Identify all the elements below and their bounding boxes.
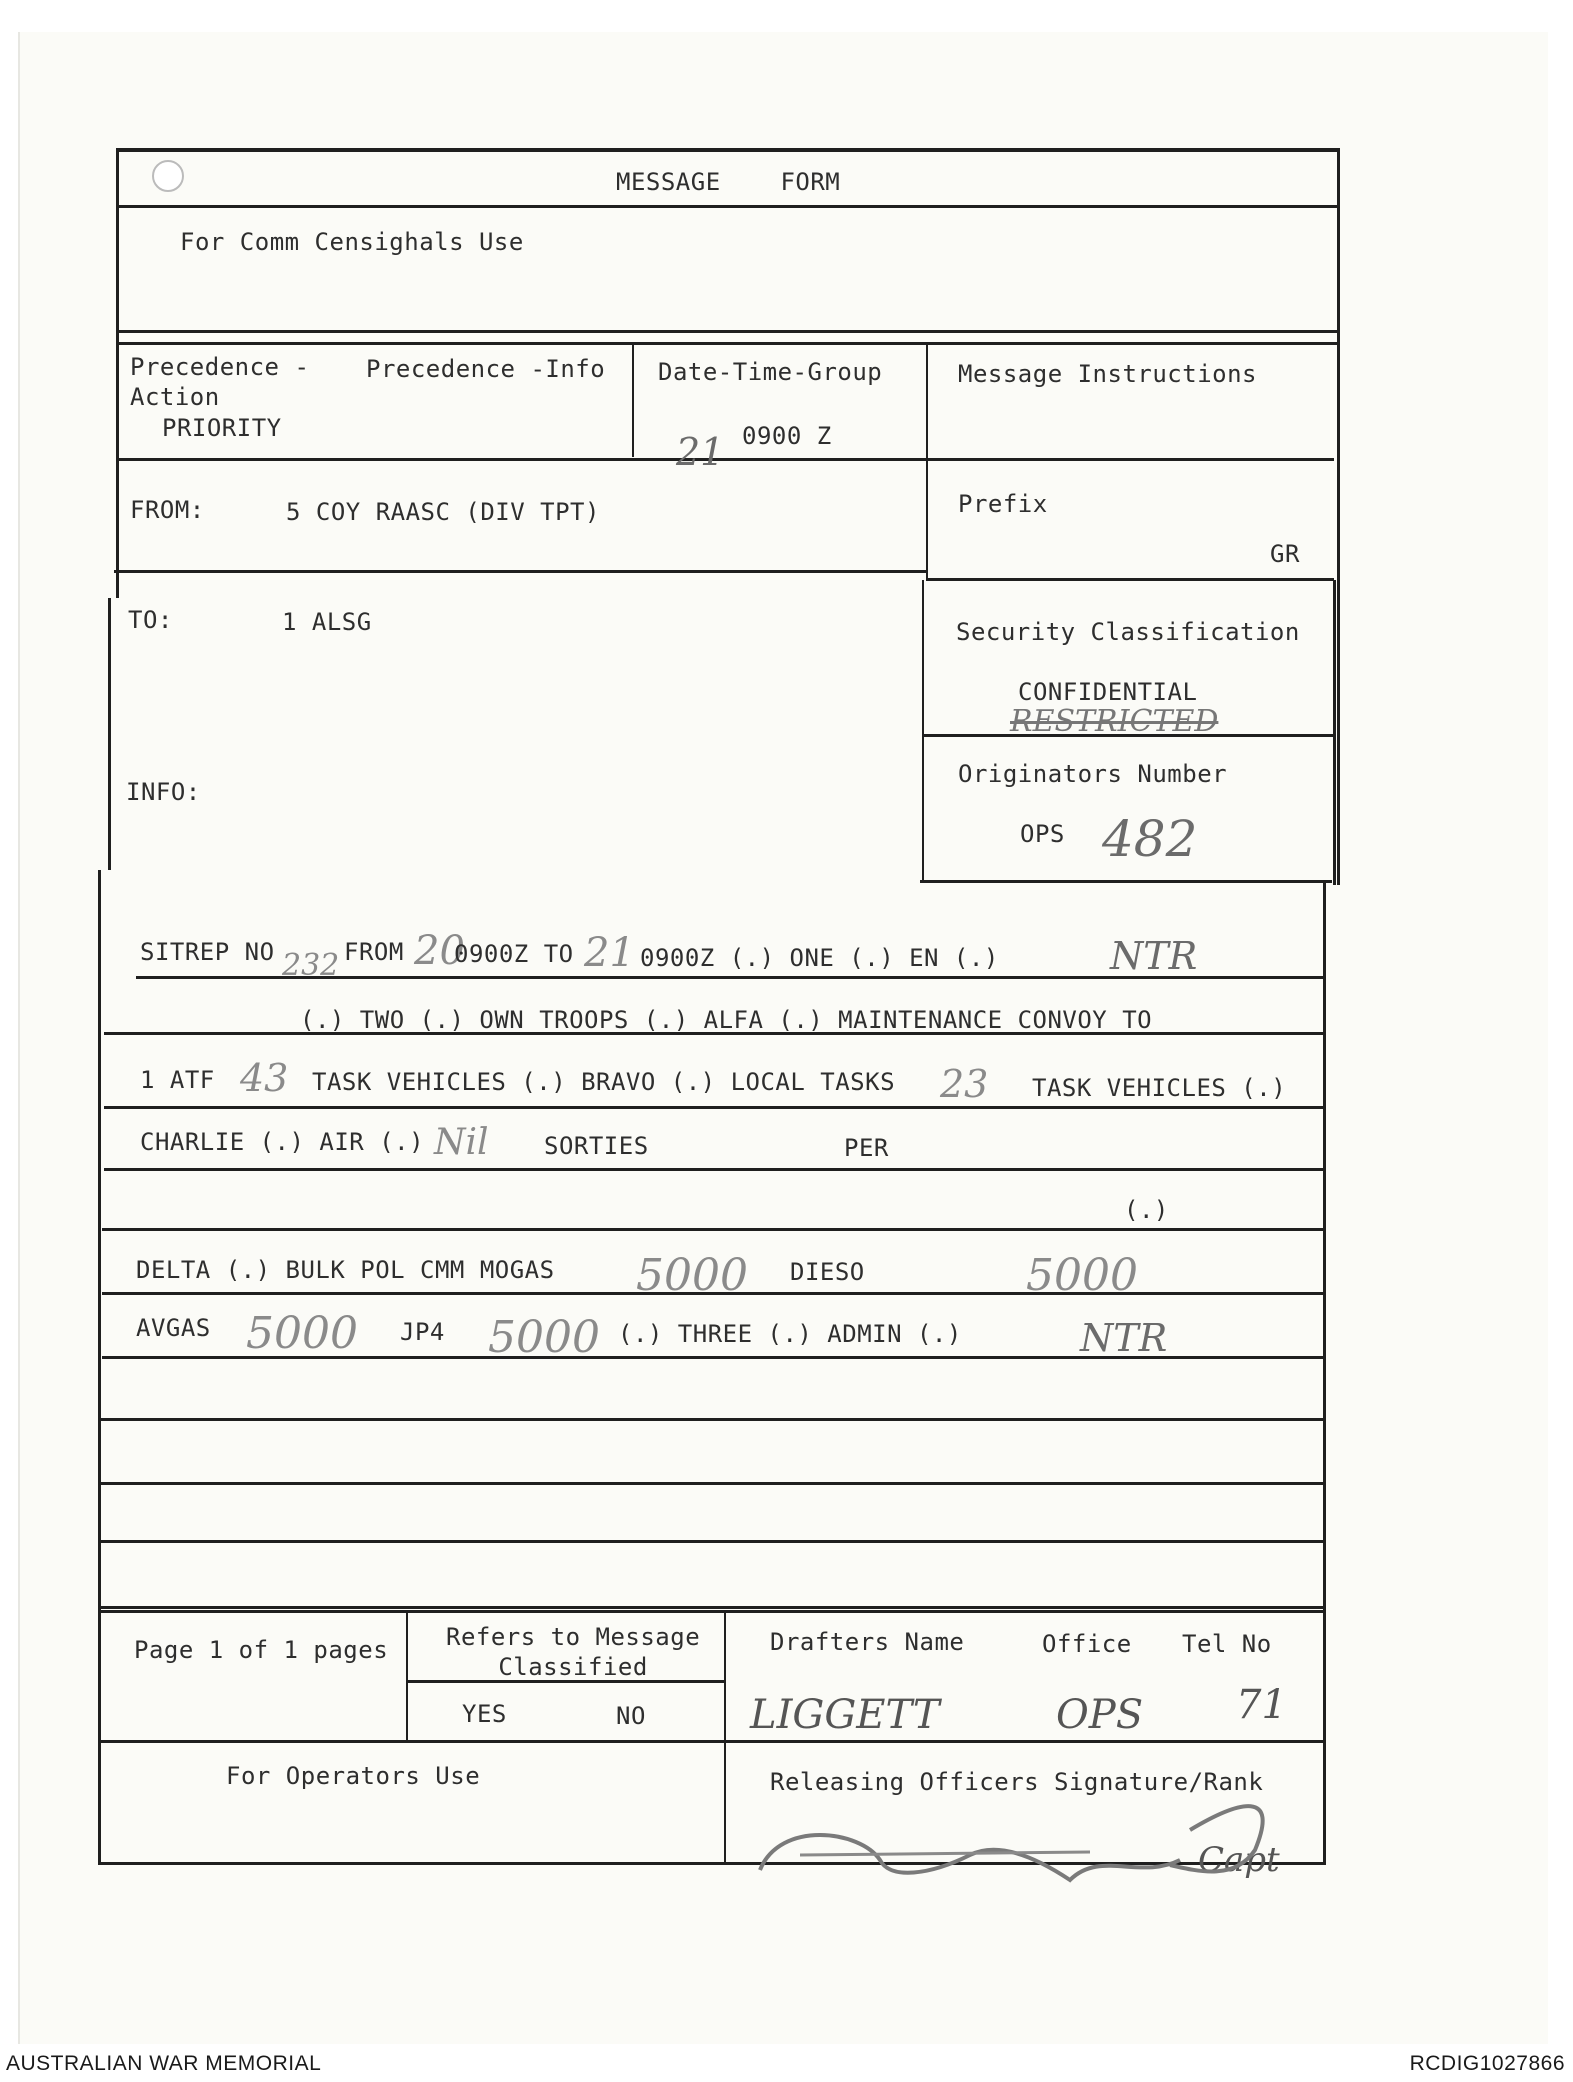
originators-prefix: OPS bbox=[1020, 820, 1065, 848]
info-label: INFO: bbox=[126, 778, 201, 806]
dieso-quantity: 5000 bbox=[1026, 1250, 1138, 1301]
sitrep-line7-a: AVGAS bbox=[136, 1314, 211, 1342]
punch-hole bbox=[152, 160, 184, 192]
sitrep-number-hand: 232 bbox=[282, 948, 340, 983]
refers-no: NO bbox=[616, 1702, 646, 1730]
sitrep-to-day: 21 bbox=[584, 930, 635, 976]
footer-div-refers bbox=[724, 1610, 726, 1864]
rule-prefix-bottom bbox=[926, 578, 1334, 581]
sitrep-line3-b: TASK VEHICLES (.) BRAVO (.) LOCAL TASKS bbox=[312, 1068, 896, 1096]
sitrep-line3-c: TASK VEHICLES (.) bbox=[1032, 1074, 1287, 1102]
office-hand: OPS bbox=[1056, 1692, 1144, 1738]
comm-use-label: For Comm Censighals Use bbox=[180, 228, 524, 256]
sitrep-line4-a: CHARLIE (.) AIR (.) bbox=[140, 1128, 425, 1156]
sitrep-line4-c: PER bbox=[844, 1134, 889, 1162]
mogas-quantity: 5000 bbox=[636, 1250, 748, 1301]
body-rule-4 bbox=[104, 1168, 1326, 1171]
precedence-action-label: Precedence - Action bbox=[130, 353, 310, 411]
sitrep-from-label: FROM bbox=[344, 938, 404, 966]
sitrep-from-day: 20 bbox=[414, 928, 465, 974]
originators-number-label: Originators Number bbox=[958, 760, 1228, 788]
rule-comm bbox=[118, 330, 1338, 333]
sitrep-line7-b: JP4 bbox=[400, 1318, 445, 1346]
drafter-name-hand: LIGGETT bbox=[750, 1692, 940, 1738]
tel-hand: 71 bbox=[1236, 1682, 1287, 1728]
avgas-quantity: 5000 bbox=[246, 1308, 358, 1359]
operators-use-label: For Operators Use bbox=[226, 1762, 481, 1790]
security-classification-value: CONFIDENTIAL bbox=[1018, 678, 1198, 706]
tel-no-label: Tel No bbox=[1182, 1630, 1272, 1658]
sitrep-line6-a: DELTA (.) BULK POL CMM MOGAS bbox=[136, 1256, 555, 1284]
archive-credit: AUSTRALIAN WAR MEMORIAL bbox=[6, 2052, 322, 2075]
message-instructions-label: Message Instructions bbox=[958, 360, 1257, 388]
body-rule-5 bbox=[102, 1228, 1326, 1231]
div-dtg bbox=[926, 345, 928, 580]
releasing-officer-label: Releasing Officers Signature/Rank bbox=[770, 1768, 1264, 1796]
prefix-label: Prefix bbox=[958, 490, 1048, 518]
office-label: Office bbox=[1042, 1630, 1132, 1658]
rank-hand: Capt bbox=[1198, 1840, 1280, 1880]
frame-left bbox=[116, 148, 119, 598]
security-classification-label: Security Classification bbox=[956, 618, 1300, 646]
from-value: 5 COY RAASC (DIV TPT) bbox=[286, 498, 600, 526]
body-rule-10 bbox=[100, 1540, 1326, 1543]
sitrep-local-vehicles: 23 bbox=[940, 1062, 989, 1106]
body-rule-8 bbox=[100, 1418, 1326, 1421]
admin-ntr: NTR bbox=[1080, 1316, 1168, 1360]
from-label: FROM: bbox=[130, 496, 205, 524]
originators-number: 482 bbox=[1102, 810, 1198, 868]
sitrep-to-label: 0900Z TO bbox=[454, 940, 574, 968]
jp4-quantity: 5000 bbox=[488, 1312, 600, 1363]
sitrep-convoy-vehicles: 43 bbox=[240, 1056, 289, 1100]
div-prec-info bbox=[632, 345, 634, 457]
frame-top bbox=[118, 148, 1340, 152]
footer-rule-mid bbox=[100, 1740, 1326, 1743]
body-rule-11 bbox=[100, 1606, 1326, 1609]
prefix-value: GR bbox=[1270, 540, 1300, 568]
archive-id: RCDIG1027866 bbox=[1409, 2052, 1565, 2075]
form-title: MESSAGE FORM bbox=[616, 168, 841, 196]
sitrep-line1-rest: 0900Z (.) ONE (.) EN (.) bbox=[640, 944, 999, 972]
frame-left-mid bbox=[108, 598, 111, 870]
body-rule-3 bbox=[104, 1106, 1326, 1109]
rule-prec-top bbox=[118, 342, 1338, 345]
drafters-name-label: Drafters Name bbox=[770, 1628, 965, 1656]
frame-right-lower bbox=[1323, 880, 1326, 1864]
sitrep-line3-a: 1 ATF bbox=[140, 1066, 215, 1094]
refers-to-message-label: Refers to Message Classified bbox=[446, 1623, 701, 1681]
precedence-action-value: PRIORITY bbox=[162, 414, 282, 442]
rule-from-bottom bbox=[114, 570, 926, 573]
footer-rule-top bbox=[100, 1610, 1326, 1613]
sitrep-air-sorties: Nil bbox=[434, 1122, 489, 1163]
rule-prec-bottom bbox=[116, 458, 1334, 461]
precedence-info-label: Precedence -Info bbox=[366, 355, 606, 383]
sitrep-line7-c: (.) THREE (.) ADMIN (.) bbox=[618, 1320, 962, 1348]
rule-title bbox=[118, 205, 1338, 208]
dtg-handwritten-day: 21 bbox=[676, 430, 725, 474]
security-classification-struck: RESTRICTED bbox=[1010, 704, 1219, 739]
footer-div-page bbox=[406, 1610, 408, 1740]
refers-yes: YES bbox=[462, 1700, 507, 1728]
sitrep-line6-b: DIESO bbox=[790, 1258, 865, 1286]
sitrep-en-ntr: NTR bbox=[1110, 934, 1198, 978]
body-rule-9 bbox=[100, 1482, 1326, 1485]
to-label: TO: bbox=[128, 606, 173, 634]
page-count-label: Page 1 of 1 pages bbox=[134, 1636, 389, 1664]
rule-info-bottom bbox=[920, 880, 1332, 883]
frame-left-lower bbox=[98, 870, 101, 1864]
to-value: 1 ALSG bbox=[282, 608, 372, 636]
frame-right bbox=[1337, 150, 1340, 885]
sitrep-line2: (.) TWO (.) OWN TROOPS (.) ALFA (.) MAINTENANCE CONVOY TO bbox=[300, 1006, 1153, 1034]
dtg-value: 0900 Z bbox=[742, 422, 832, 450]
signature-scribble bbox=[740, 1760, 1300, 1900]
dtg-label: Date-Time-Group bbox=[658, 358, 883, 386]
frame-right-mid bbox=[1333, 580, 1336, 885]
sitrep-line5: (.) bbox=[1124, 1196, 1169, 1224]
div-security bbox=[922, 580, 924, 882]
sitrep-line4-b: SORTIES bbox=[544, 1132, 649, 1160]
sitrep-no-label: SITREP NO bbox=[140, 938, 275, 966]
